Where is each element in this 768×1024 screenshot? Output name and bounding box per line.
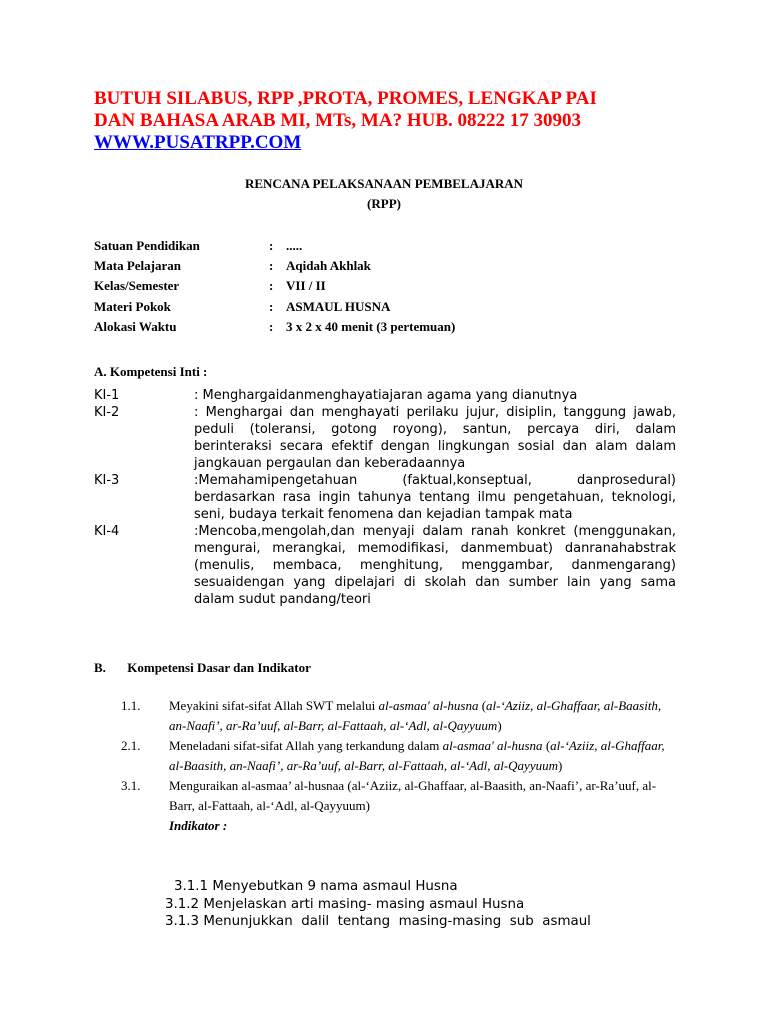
document-subtitle: (RPP) <box>367 196 401 211</box>
ki-text: : Menghargai dan menghayati perilaku jujur, disiplin, tanggung jawab, peduli (toleransi, gotong royong), santun, percaya diri, dalam berinteraksi secara efektif dengan lingkungan sosial dan alam dalam jangkauan pergaulan dan keberadaannya <box>194 405 676 471</box>
kd-item <box>121 696 676 736</box>
identity-label: Alokasi Waktu <box>94 318 177 334</box>
indikator-item: 3.1.3 Menunjukkan dalil tentang masing-masing sub asmaul <box>165 914 591 929</box>
identity-value: VII / II <box>286 278 326 294</box>
kd-text-italic: al-asmaa' al-husna <box>442 738 543 753</box>
identity-sep: : <box>269 318 274 334</box>
promo-url-link[interactable]: WWW.PUSATRPP.COM <box>94 132 302 153</box>
indikator-item: 3.1.1 Menyebutkan 9 nama asmaul Husna <box>174 879 458 894</box>
kd-list <box>121 696 676 836</box>
section-a-letter: A. <box>94 364 107 379</box>
indikator-heading: Indikator : <box>169 818 228 833</box>
kd-item <box>121 776 676 816</box>
identity-row <box>94 236 694 256</box>
kd-number: 2.1. <box>121 738 141 753</box>
kd-text-italic: al-‘Aziiz, al-Ghaffaar, al-Baasith, an-Naafi’, ar-Ra’uuf, al-Barr, al-Fattaah, al-‘Adl, al-Qayyuum <box>169 738 665 773</box>
identity-table <box>94 236 694 337</box>
ki-row <box>94 472 676 523</box>
ki-text: :Mencoba,mengolah,dan menyaji dalam ranah konkret (menggunakan, mengurai, merangkai, memodifikasi, danmembuat) danranahabstrak (menulis, membaca, menghitung, menggambar, danmengarang) sesuaidengan yang dipelajari di skolah dan sumber lain yang sama dalam sudut pandang/teori <box>194 524 676 607</box>
kd-text-plain: Meyakini sifat-sifat Allah SWT melalui <box>169 698 379 713</box>
section-b-title: Kompetensi Dasar dan Indikator <box>127 660 311 675</box>
section-a-heading <box>94 364 207 380</box>
ki-code: KI-1 <box>94 388 120 403</box>
identity-sep: : <box>269 298 274 314</box>
kd-text-italic: al-asmaa' al-husna <box>378 698 479 713</box>
document-title: RENCANA PELAKSANAAN PEMBELAJARAN <box>244 176 524 191</box>
identity-value: ASMAUL HUSNA <box>286 298 391 314</box>
kd-text: Menguraikan al-asmaa’ al-husnaa (al-‘Aziiz, al-Ghaffaar, al-Baasith, an-Naafi’, ar-Ra’uuf, al-Barr, al-Fattaah, al-‘Adl, al-Qayyuum) <box>169 778 657 813</box>
ki-row <box>94 387 676 404</box>
identity-sep: : <box>269 238 274 254</box>
kd-number: 3.1. <box>121 778 141 793</box>
promo-header <box>94 88 714 154</box>
promo-line-1: BUTUH SILABUS, RPP ,PROTA, PROMES, LENGKAP PAI <box>94 88 597 109</box>
identity-label: Mata Pelajaran <box>94 258 182 274</box>
kd-text <box>169 736 676 776</box>
promo-line-2: DAN BAHASA ARAB MI, MTs, MA? HUB. 08222 17 30903 <box>94 110 581 131</box>
section-b-heading <box>94 660 311 676</box>
identity-row <box>94 317 694 337</box>
identity-label: Materi Pokok <box>94 298 171 314</box>
section-a-title: Kompetensi Inti : <box>109 364 208 379</box>
identity-row <box>94 256 694 276</box>
kd-text-plain: ) <box>557 758 563 773</box>
ki-text: :Memahamipengetahuan (faktual,konseptual, danprosedural) berdasarkan rasa ingin tahunya tentang ilmu pengetahuan, teknologi, seni, budaya terkait fenomena dan kejadian tampak mata <box>194 473 676 522</box>
identity-label: Kelas/Semester <box>94 278 180 294</box>
kd-item <box>121 736 676 776</box>
kd-number: 1.1. <box>121 698 141 713</box>
ki-code: KI-4 <box>94 524 120 539</box>
ki-code: KI-2 <box>94 405 120 420</box>
identity-sep: : <box>269 278 274 294</box>
ki-row <box>94 404 676 472</box>
kd-text-plain: ( <box>478 698 487 713</box>
identity-value: 3 x 2 x 40 menit (3 pertemuan) <box>286 318 456 334</box>
kd-text <box>169 696 676 736</box>
ki-row <box>94 523 676 608</box>
ki-code: KI-3 <box>94 473 120 488</box>
ki-text: : Menghargaidanmenghayatiajaran agama yang dianutnya <box>194 388 578 403</box>
indikator-item: 3.1.2 Menjelaskan arti masing- masing asmaul Husna <box>165 896 525 912</box>
identity-row <box>94 297 694 317</box>
kd-text-plain: Meneladani sifat-sifat Allah yang terkandung dalam <box>169 738 443 753</box>
kd-text-italic: al-‘Aziiz, al-Ghaffaar, al-Baasith, an-Naafi’, ar-Ra’uuf, al-Barr, al-Fattaah, al-‘Adl, al-Qayyuum <box>169 698 662 733</box>
kd-text-plain: ) <box>497 718 502 733</box>
identity-label: Satuan Pendidikan <box>94 238 200 254</box>
ki-list <box>94 387 676 608</box>
identity-value: Aqidah Akhlak <box>286 258 371 274</box>
identity-sep: : <box>269 258 274 274</box>
identity-value: ..... <box>286 238 303 254</box>
section-b-letter: B. <box>94 660 106 675</box>
identity-row <box>94 276 694 296</box>
kd-text-plain: ( <box>542 738 551 753</box>
indikator-list <box>165 878 677 931</box>
